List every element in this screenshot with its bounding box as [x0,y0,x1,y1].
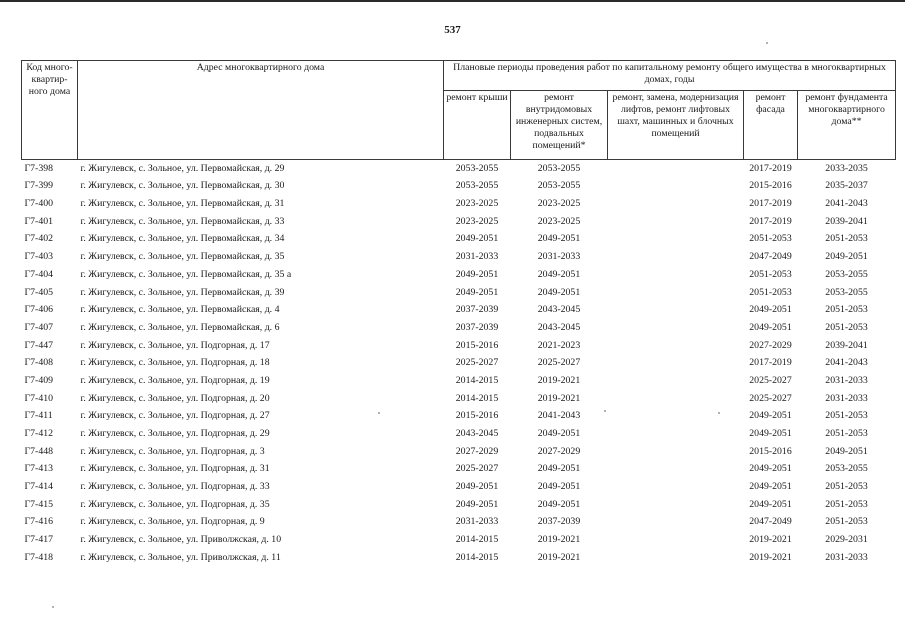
cell-facade: 2019-2021 [749,534,792,546]
table-row [22,478,896,496]
table-row [22,337,896,355]
cell-code: Г7-398 [24,162,54,174]
cell-address: г. Жигулевск, с. Зольное, ул. Первомайская, д. 6 [80,321,280,333]
cell-roof: 2015-2016 [455,410,499,422]
cell-code: Г7-417 [24,534,54,546]
scan-speck [52,606,54,608]
cell-foundation: 2051-2053 [825,321,868,333]
page-number: 537 [444,24,461,36]
cell-systems: 2037-2039 [537,516,581,528]
table-row [22,266,896,284]
cell-code: Г7-415 [24,498,54,510]
cell-facade: 2051-2053 [749,286,792,298]
cell-code: Г7-408 [24,357,54,369]
cell-roof: 2023-2025 [455,198,499,210]
cell-systems: 2041-2043 [537,410,581,422]
table-row [22,408,896,426]
cell-code: Г7-399 [24,180,54,192]
cell-address: г. Жигулевск, с. Зольное, ул. Подгорная, д. 29 [80,428,270,440]
cell-address: г. Жигулевск, с. Зольное, ул. Первомайская, д. 29 [80,162,285,174]
cell-lifts [608,425,744,443]
table-row [22,443,896,461]
cell-code: Г7-404 [24,268,54,280]
cell-lifts [608,178,744,196]
cell-facade: 2017-2019 [749,162,792,174]
cell-address: г. Жигулевск, с. Зольное, ул. Подгорная, д. 27 [80,410,270,422]
cell-roof: 2049-2051 [455,268,499,280]
cell-systems: 2031-2033 [537,251,581,263]
cell-systems: 2019-2021 [537,374,581,386]
cell-lifts [608,478,744,496]
cell-roof: 2027-2029 [455,445,499,457]
cell-facade: 2051-2053 [749,233,792,245]
cell-code: Г7-413 [24,463,54,475]
cell-systems: 2021-2023 [537,339,581,351]
cell-foundation: 2049-2051 [825,251,868,263]
header-code: Код много-квартир-ного дома [22,61,78,160]
header-row-top [22,61,896,91]
cell-systems: 2049-2051 [537,286,581,298]
cell-address: г. Жигулевск, с. Зольное, ул. Подгорная, д. 20 [80,392,270,404]
cell-roof: 2049-2051 [455,481,499,493]
cell-lifts [608,284,744,302]
cell-code: Г7-447 [24,339,54,351]
scan-speck [766,42,768,44]
cell-code: Г7-401 [24,215,54,227]
cell-lifts [608,461,744,479]
cell-lifts [608,213,744,231]
cell-foundation: 2051-2053 [825,516,868,528]
cell-foundation: 2051-2053 [825,498,868,510]
cell-address: г. Жигулевск, с. Зольное, ул. Подгорная, д. 17 [80,339,270,351]
cell-lifts [608,160,744,178]
cell-foundation: 2031-2033 [825,392,868,404]
table-row [22,213,896,231]
cell-lifts [608,372,744,390]
table-row [22,549,896,567]
cell-facade: 2025-2027 [749,374,792,386]
cell-roof: 2014-2015 [455,374,499,386]
table-row [22,531,896,549]
table-row [22,372,896,390]
cell-systems: 2025-2027 [537,357,581,369]
cell-lifts [608,302,744,320]
cell-roof: 2015-2016 [455,339,499,351]
cell-address: г. Жигулевск, с. Зольное, ул. Подгорная, д. 18 [80,357,270,369]
cell-foundation: 2049-2051 [825,445,868,457]
cell-roof: 2014-2015 [455,392,499,404]
cell-code: Г7-448 [24,445,54,457]
cell-facade: 2019-2021 [749,551,792,563]
cell-foundation: 2053-2055 [825,463,868,475]
cell-address: г. Жигулевск, с. Зольное, ул. Первомайская, д. 39 [80,286,285,298]
cell-code: Г7-402 [24,233,54,245]
cell-foundation: 2029-2031 [825,534,868,546]
table-row [22,248,896,266]
cell-roof: 2025-2027 [455,463,499,475]
cell-systems: 2023-2025 [537,215,581,227]
cell-systems: 2049-2051 [537,268,581,280]
cell-foundation: 2051-2053 [825,410,868,422]
cell-facade: 2049-2051 [749,304,792,316]
cell-systems: 2049-2051 [537,463,581,475]
scan-speck [604,410,606,412]
cell-code: Г7-407 [24,321,54,333]
cell-facade: 2017-2019 [749,357,792,369]
cell-address: г. Жигулевск, с. Зольное, ул. Подгорная, д. 35 [80,498,270,510]
cell-facade: 2047-2049 [749,516,792,528]
cell-address: г. Жигулевск, с. Зольное, ул. Приволжская, д. 10 [80,534,282,546]
cell-roof: 2014-2015 [455,551,499,563]
cell-code: Г7-405 [24,286,54,298]
cell-facade: 2049-2051 [749,321,792,333]
cell-address: г. Жигулевск, с. Зольное, ул. Подгорная, д. 31 [80,463,270,475]
table-row [22,178,896,196]
cell-facade: 2027-2029 [749,339,792,351]
cell-facade: 2051-2053 [749,268,792,280]
cell-systems: 2019-2021 [537,534,581,546]
cell-address: г. Жигулевск, с. Зольное, ул. Первомайская, д. 35 а [80,268,292,280]
cell-address: г. Жигулевск, с. Зольное, ул. Первомайская, д. 34 [80,233,285,245]
header-lifts: ремонт, замена, модернизация лифтов, ремонт лифтовых шахт, машинных и блочных помещений [608,90,744,159]
table-row [22,195,896,213]
cell-roof: 2025-2027 [455,357,499,369]
table-row [22,425,896,443]
cell-roof: 2031-2033 [455,516,499,528]
cell-roof: 2053-2055 [455,180,499,192]
cell-lifts [608,408,744,426]
cell-address: г. Жигулевск, с. Зольное, ул. Подгорная, д. 33 [80,481,270,493]
cell-systems: 2049-2051 [537,233,581,245]
cell-address: г. Жигулевск, с. Зольное, ул. Первомайская, д. 30 [80,180,285,192]
cell-systems: 2019-2021 [537,392,581,404]
cell-systems: 2049-2051 [537,498,581,510]
header-roof: ремонт крыши [444,90,511,159]
cell-lifts [608,549,744,567]
cell-roof: 2037-2039 [455,304,499,316]
cell-systems: 2043-2045 [537,321,581,333]
cell-foundation: 2041-2043 [825,357,868,369]
cell-facade: 2047-2049 [749,251,792,263]
cell-code: Г7-410 [24,392,54,404]
table-row [22,302,896,320]
cell-code: Г7-412 [24,428,54,440]
cell-facade: 2015-2016 [749,445,792,457]
cell-roof: 2053-2055 [455,162,499,174]
cell-foundation: 2033-2035 [825,162,868,174]
header-foundation: ремонт фундамента многоквартирного дома** [798,90,896,159]
cell-address: г. Жигулевск, с. Зольное, ул. Первомайская, д. 31 [80,198,285,210]
cell-facade: 2017-2019 [749,198,792,210]
cell-systems: 2049-2051 [537,428,581,440]
cell-roof: 2049-2051 [455,498,499,510]
cell-systems: 2023-2025 [537,198,581,210]
cell-code: Г7-400 [24,198,54,210]
cell-systems: 2053-2055 [537,162,581,174]
cell-roof: 2037-2039 [455,321,499,333]
cell-foundation: 2051-2053 [825,481,868,493]
cell-address: г. Жигулевск, с. Зольное, ул. Приволжская, д. 11 [80,551,281,563]
header-facade: ремонт фасада [744,90,798,159]
cell-foundation: 2053-2055 [825,286,868,298]
table-row [22,160,896,178]
cell-lifts [608,337,744,355]
table-row [22,231,896,249]
cell-address: г. Жигулевск, с. Зольное, ул. Подгорная, д. 3 [80,445,265,457]
cell-foundation: 2041-2043 [825,198,868,210]
cell-address: г. Жигулевск, с. Зольное, ул. Подгорная, д. 9 [80,516,265,528]
header-address: Адрес многоквартирного дома [78,61,444,160]
cell-foundation: 2039-2041 [825,339,868,351]
cell-foundation: 2053-2055 [825,268,868,280]
cell-facade: 2049-2051 [749,481,792,493]
cell-code: Г7-416 [24,516,54,528]
cell-systems: 2043-2045 [537,304,581,316]
cell-code: Г7-418 [24,551,54,563]
scan-speck [378,412,380,414]
cell-lifts [608,443,744,461]
cell-foundation: 2051-2053 [825,428,868,440]
cell-facade: 2049-2051 [749,428,792,440]
table-row [22,319,896,337]
cell-facade: 2025-2027 [749,392,792,404]
table-row [22,496,896,514]
cell-systems: 2027-2029 [537,445,581,457]
cell-foundation: 2031-2033 [825,374,868,386]
cell-facade: 2049-2051 [749,463,792,475]
cell-lifts [608,496,744,514]
cell-foundation: 2039-2041 [825,215,868,227]
cell-code: Г7-411 [24,410,53,422]
cell-lifts [608,355,744,373]
cell-roof: 2014-2015 [455,534,499,546]
cell-facade: 2017-2019 [749,215,792,227]
cell-lifts [608,319,744,337]
cell-code: Г7-406 [24,304,54,316]
cell-facade: 2015-2016 [749,180,792,192]
cell-lifts [608,531,744,549]
cell-lifts [608,390,744,408]
capital-repair-schedule-table [21,60,896,567]
cell-facade: 2049-2051 [749,498,792,510]
cell-lifts [608,231,744,249]
cell-lifts [608,266,744,284]
cell-lifts [608,248,744,266]
cell-roof: 2023-2025 [455,215,499,227]
cell-address: г. Жигулевск, с. Зольное, ул. Первомайская, д. 4 [80,304,280,316]
cell-systems: 2053-2055 [537,180,581,192]
header-periods: Плановые периоды проведения работ по капитальному ремонту общего имущества в многоквартирных домах, годы [444,61,896,91]
cell-systems: 2019-2021 [537,551,581,563]
cell-roof: 2043-2045 [455,428,499,440]
cell-foundation: 2051-2053 [825,304,868,316]
table-row [22,355,896,373]
cell-foundation: 2051-2053 [825,233,868,245]
cell-lifts [608,514,744,532]
cell-roof: 2049-2051 [455,286,499,298]
cell-lifts [608,195,744,213]
cell-address: г. Жигулевск, с. Зольное, ул. Первомайская, д. 35 [80,251,285,263]
header-systems: ремонт внутридомовых инженерных систем, подвальных помещений* [511,90,608,159]
cell-systems: 2049-2051 [537,481,581,493]
cell-foundation: 2031-2033 [825,551,868,563]
cell-facade: 2049-2051 [749,410,792,422]
table-row [22,284,896,302]
cell-roof: 2031-2033 [455,251,499,263]
cell-code: Г7-403 [24,251,54,263]
table-row [22,390,896,408]
cell-roof: 2049-2051 [455,233,499,245]
table-row [22,514,896,532]
cell-code: Г7-414 [24,481,54,493]
table-row [22,461,896,479]
scan-speck [718,412,720,414]
cell-address: г. Жигулевск, с. Зольное, ул. Подгорная, д. 19 [80,374,270,386]
cell-code: Г7-409 [24,374,54,386]
cell-address: г. Жигулевск, с. Зольное, ул. Первомайская, д. 33 [80,215,285,227]
top-border-line [0,0,905,2]
cell-foundation: 2035-2037 [825,180,868,192]
